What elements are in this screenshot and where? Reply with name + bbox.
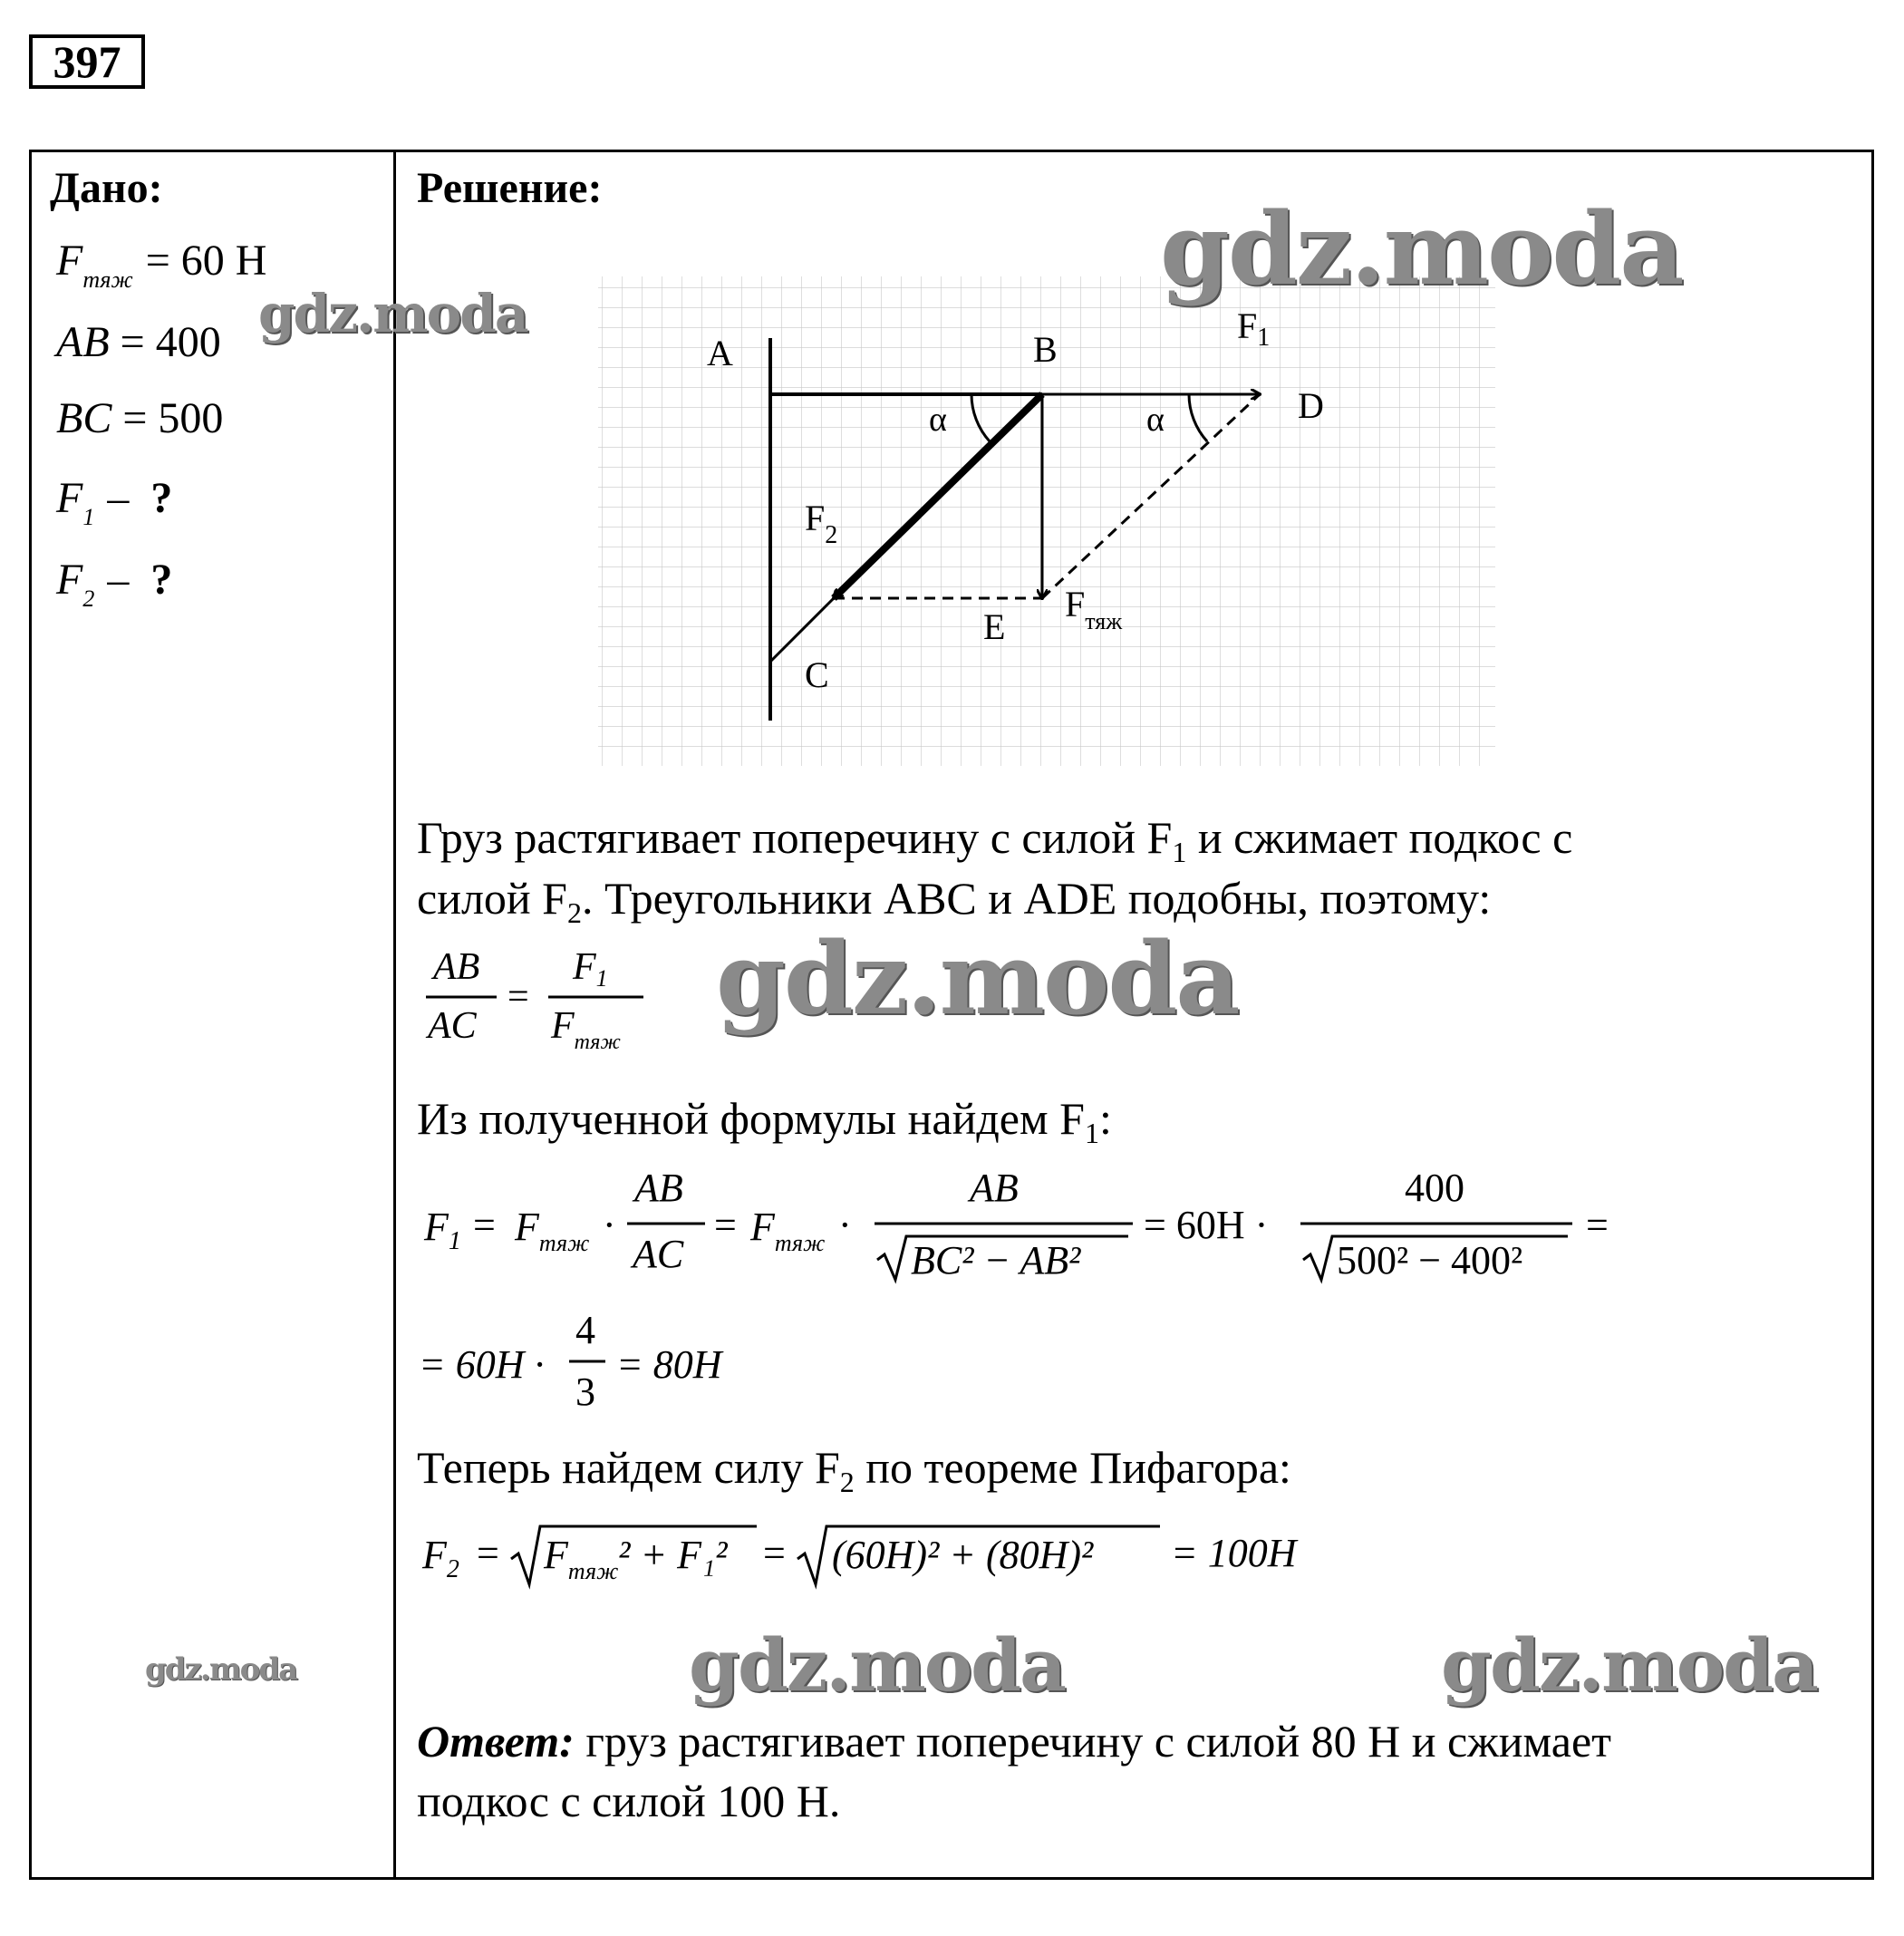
f2-frac3-num: 400 bbox=[1405, 1166, 1464, 1210]
f2-eq4: = bbox=[1586, 1203, 1609, 1247]
f2-frac3-den: 500² − 400² bbox=[1337, 1238, 1523, 1283]
label-f2: $F_2$ bbox=[805, 498, 838, 549]
given-f1: $F_1$ – ? bbox=[56, 474, 173, 530]
given-heading: Дано: bbox=[50, 164, 163, 212]
watermark-middle: gdz.moda bbox=[716, 920, 1239, 1037]
f4-eq2: = bbox=[763, 1531, 786, 1575]
f2-ft2: $F_{тяж}$ bbox=[750, 1205, 826, 1256]
f2-dot: · bbox=[603, 1203, 616, 1247]
solution-text-line-3: Из полученной формулы найдем $F_1$: bbox=[417, 1093, 1112, 1149]
label-c: C bbox=[805, 654, 829, 695]
f1-num-left: AB bbox=[433, 946, 480, 988]
f3-den: 3 bbox=[575, 1370, 595, 1414]
given-f2: $F_2$ – ? bbox=[56, 556, 173, 612]
watermark-top: gdz.moda bbox=[1160, 190, 1683, 307]
f1-eq: = bbox=[507, 976, 529, 1018]
label-e: E bbox=[983, 606, 1006, 647]
f2-dot2: · bbox=[838, 1203, 852, 1247]
f1-result-formula bbox=[417, 1305, 797, 1432]
problem-number: 397 bbox=[29, 34, 145, 89]
f4-rad2: (60H)² + (80H)² bbox=[832, 1533, 1094, 1577]
f2-frac1-den: AC bbox=[633, 1232, 684, 1276]
f2-eq2: = bbox=[714, 1203, 737, 1247]
f1-num-right: F1 bbox=[573, 946, 608, 992]
f4-lhs: $F_2$ bbox=[422, 1533, 459, 1583]
f2-eq3: = 60H · bbox=[1144, 1203, 1269, 1247]
watermark-given: gdz.moda bbox=[258, 283, 527, 344]
f1-derivation-formula bbox=[417, 1160, 1631, 1296]
given-ab: AB = 400 bbox=[56, 318, 221, 366]
given-f-tyazh: $F_{тяж} = 60$ Н bbox=[56, 237, 267, 293]
label-ftyazh: $F_{тяж}$ bbox=[1065, 584, 1123, 634]
f3-num: 4 bbox=[575, 1308, 595, 1352]
answer-line-2: подкос с силой 100 Н. bbox=[417, 1776, 841, 1826]
f2-frac2-den: BC² − AB² bbox=[911, 1238, 1081, 1283]
f1-den-left: AC bbox=[428, 1005, 477, 1047]
label-d: D bbox=[1298, 385, 1324, 426]
similarity-formula bbox=[417, 938, 652, 1065]
solution-text-line-1: Груз растягивает поперечину с силой $F_1$ и сжимает подкос с bbox=[417, 812, 1573, 868]
f4-eq1: = bbox=[477, 1531, 499, 1575]
label-b: B bbox=[1033, 329, 1058, 370]
column-divider bbox=[393, 150, 396, 1880]
solution-heading: Решение: bbox=[417, 164, 603, 212]
f3-a: = 60H · bbox=[419, 1342, 545, 1387]
f4-eq3: = 100H bbox=[1171, 1531, 1297, 1575]
label-f1: $F_1$ bbox=[1237, 305, 1271, 352]
force-diagram bbox=[562, 267, 1500, 775]
f1-den-right: $F_{тяж}$ bbox=[551, 1005, 621, 1054]
label-alpha-b: α bbox=[929, 401, 947, 439]
f2-result-formula bbox=[417, 1505, 1368, 1604]
label-alpha-d: α bbox=[1146, 401, 1165, 439]
f2-frac1-num: AB bbox=[634, 1166, 683, 1210]
f3-b: = 80H bbox=[616, 1342, 722, 1387]
f2-ft: $F_{тяж}$ bbox=[515, 1205, 590, 1256]
watermark-left-small: gdz.moda bbox=[145, 1651, 297, 1688]
f2-eq1: = bbox=[473, 1203, 496, 1247]
f2-frac2-num: AB bbox=[970, 1166, 1019, 1210]
answer-line-1: Ответ: груз растягивает поперечину с силой 80 Н и сжимает bbox=[417, 1716, 1612, 1767]
solution-text-line-4: Теперь найдем силу $F_2$ по теореме Пифагора: bbox=[417, 1442, 1291, 1498]
label-a: A bbox=[707, 333, 733, 373]
watermark-bottom-left: gdz.moda bbox=[689, 1622, 1065, 1708]
f2-lhs: $F_1$ bbox=[424, 1205, 461, 1255]
f4-rad1: $F_{тяж}^2 + F_1^2$ bbox=[544, 1533, 728, 1584]
watermark-bottom-right: gdz.moda bbox=[1441, 1622, 1817, 1708]
solution-text-line-2: силой $F_2$. Треугольники ABC и ADE подобны, поэтому: bbox=[417, 873, 1492, 929]
given-bc: BC = 500 bbox=[56, 394, 224, 442]
